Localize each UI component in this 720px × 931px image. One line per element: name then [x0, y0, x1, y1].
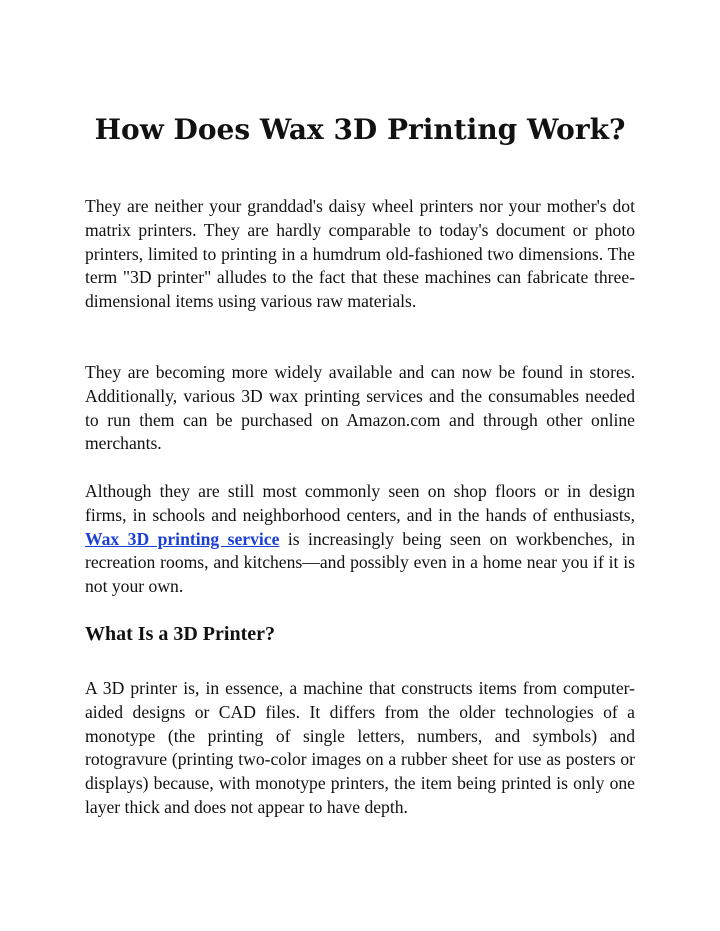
document-title: How Does Wax 3D Printing Work?: [94, 113, 626, 146]
paragraph-intro: They are neither your granddad's daisy wheel printers nor your mother's dot matrix printers. They are hardly comparable to today's document or photo printers, limited to printing in a humdrum old-fashioned two dimensions. The term "3D printer" alludes to the fact that these machines can fabricate three-dimensional items using various raw materials.: [85, 196, 635, 312]
paragraph-availability: They are becoming more widely available and can now be found in stores. Additionally, various 3D wax printing services and the consumables needed to run them can be purchased on Amazon.com and through other online merchants.: [85, 362, 635, 454]
wax-3d-printing-service-link[interactable]: Wax 3D printing service: [85, 528, 280, 549]
paragraph-usage-text-after: is increasingly being seen on workbenches, in recreation rooms, and kitchens—and possibly even in a home near you if it is not your own.: [85, 528, 635, 597]
paragraph-usage: [85, 480, 635, 599]
paragraph-usage-text-before: Although they are still most commonly seen on shop floors or in design firms, in schools and neighborhood centers, and in the hands of enthusiasts,: [85, 481, 635, 525]
section-heading: What Is a 3D Printer?: [85, 623, 275, 645]
paragraph-definition: A 3D printer is, in essence, a machine that constructs items from computer-aided designs or CAD files. It differs from the older technologies of a monotype (the printing of single letters, numbers, and symbols) and rotogravure (printing two-color images on a rubber sheet for use as posters or displays) because, with monotype printers, the item being printed is only one layer thick and does not appear to have depth.: [85, 678, 635, 817]
